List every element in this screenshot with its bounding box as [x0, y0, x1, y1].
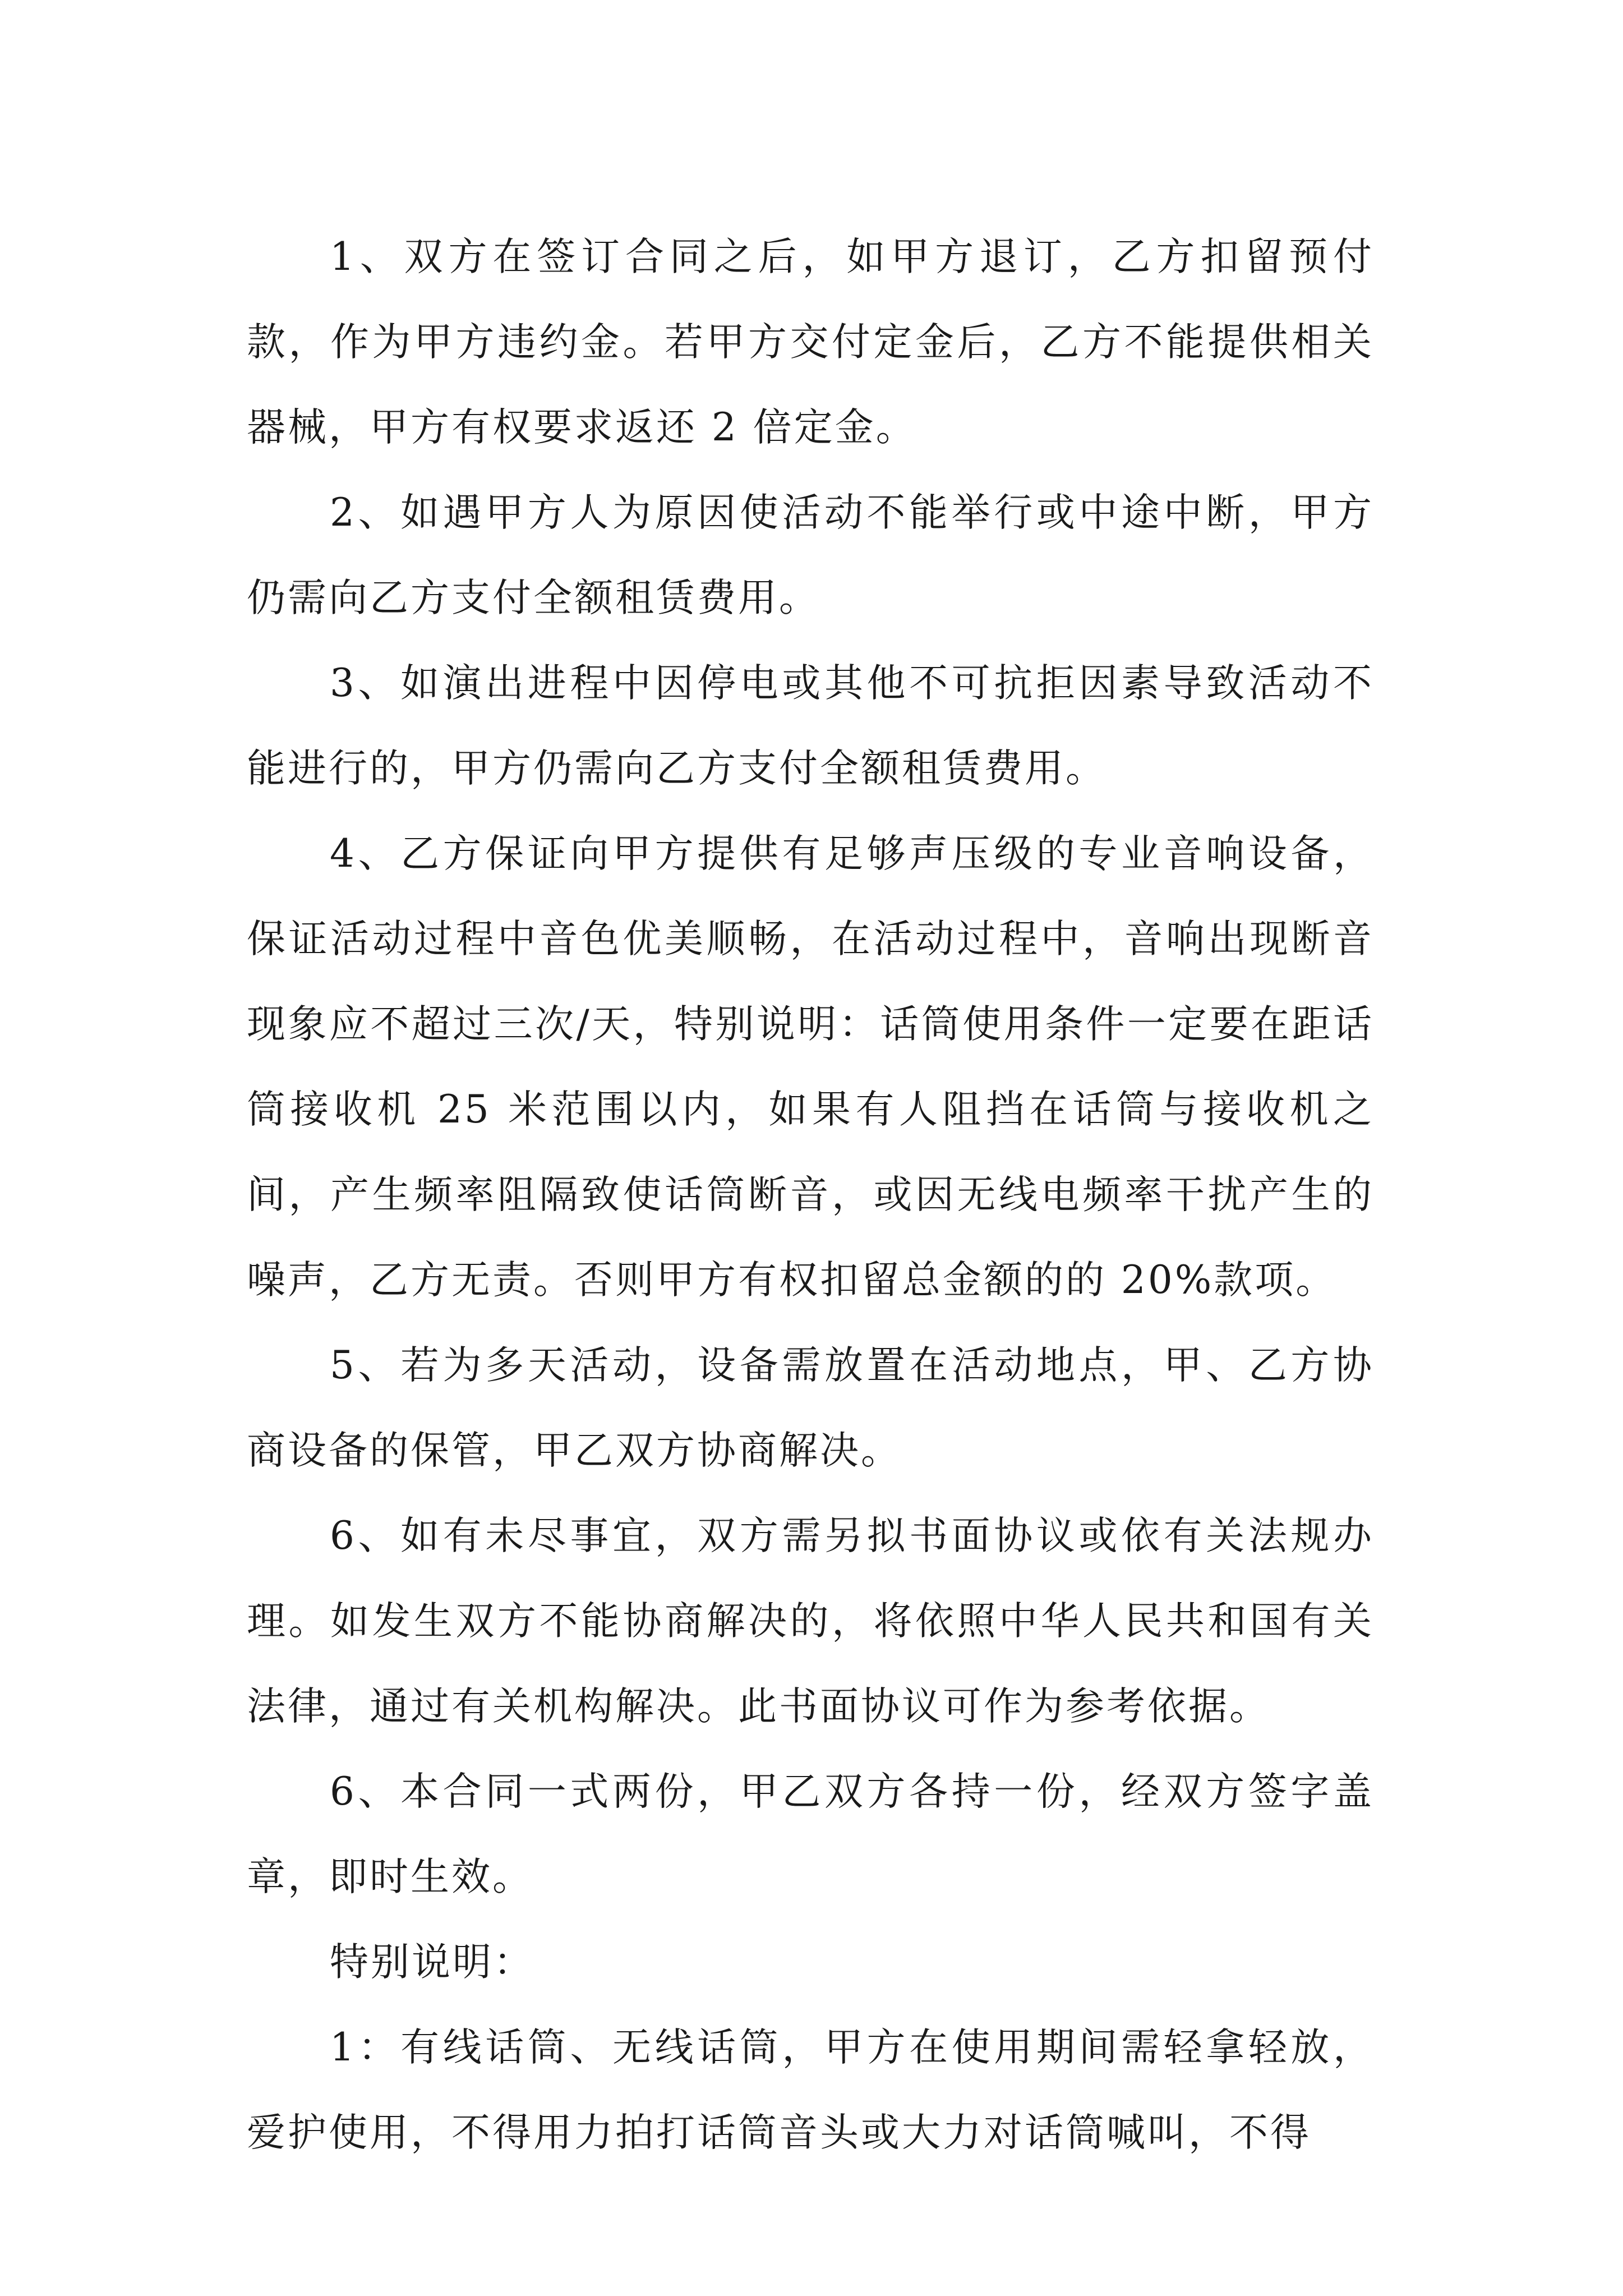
- clause-7: 6、本合同一式两份，甲乙双方各持一份，经双方签字盖章，即时生效。: [247, 1769, 1374, 1899]
- clause-5: 5、若为多天活动，设备需放置在活动地点，甲、乙方协商设备的保管，甲乙双方协商解决。: [247, 1343, 1374, 1473]
- clause-4: 4、乙方保证向甲方提供有足够声压级的专业音响设备，保证活动过程中音色优美顺畅，在活动过程中，音响出现断音现象应不超过三次/天，特别说明：话筒使用条件一定要在距话筒接收机 25 米范围以内，如果有人阻挡在话筒与接收机之间，产生频率阻隔致使话筒断音，或因无线电频率干扰产生的噪声，乙方无责。否则甲方有权扣留总金额的的 20%款项。: [247, 831, 1374, 1303]
- clause-1: 1、双方在签订合同之后，如甲方退订，乙方扣留预付款，作为甲方违约金。若甲方交付定金后，乙方不能提供相关器械，甲方有权要求返还 2 倍定金。: [247, 234, 1374, 450]
- document-body: [247, 214, 1374, 2175]
- clause-6: 6、如有未尽事宜，双方需另拟书面协议或依有关法规办理。如发生双方不能协商解决的，将依照中华人民共和国有关法律，通过有关机构解决。此书面协议可作为参考依据。: [247, 1513, 1374, 1729]
- special-note-1: 1：有线话筒、无线话筒，甲方在使用期间需轻拿轻放，爱护使用，不得用力拍打话筒音头或大力对话筒喊叫，不得: [247, 2025, 1374, 2155]
- clause-3: 3、如演出进程中因停电或其他不可抗拒因素导致活动不能进行的，甲方仍需向乙方支付全额租赁费用。: [247, 661, 1374, 791]
- special-notes-heading: 特别说明：: [330, 1940, 534, 1985]
- clause-2: 2、如遇甲方人为原因使活动不能举行或中途中断，甲方仍需向乙方支付全额租赁费用。: [247, 490, 1374, 620]
